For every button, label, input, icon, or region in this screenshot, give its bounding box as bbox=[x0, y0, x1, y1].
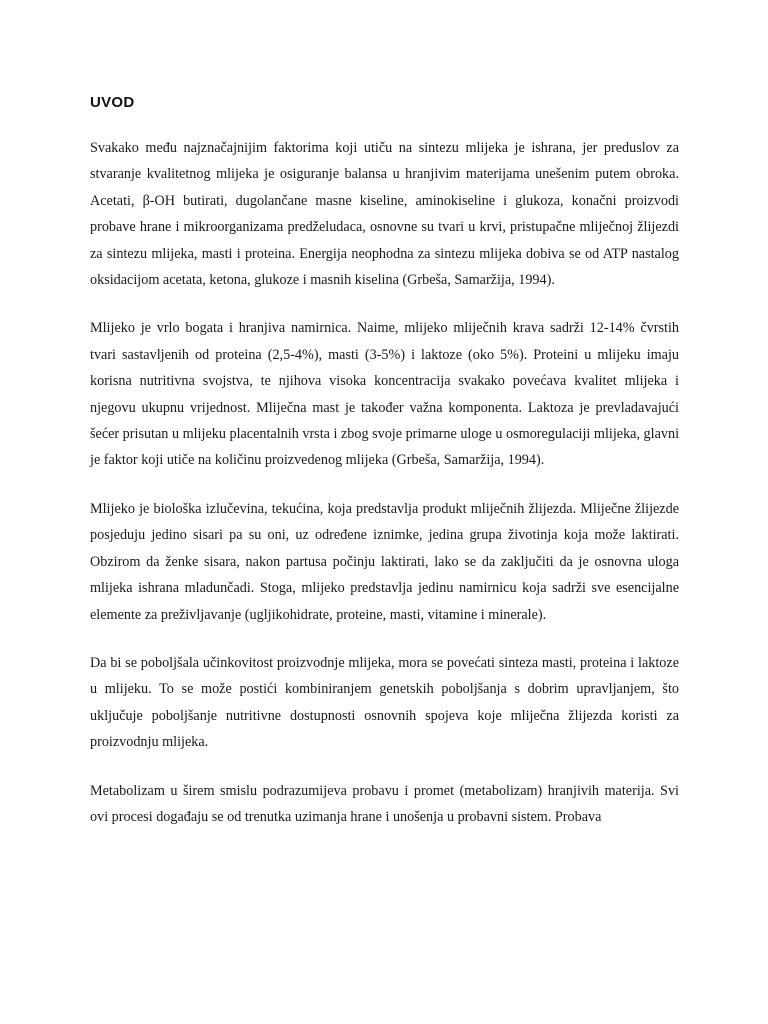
paragraph-milk-composition: Mlijeko je vrlo bogata i hranjiva namirnica. Naime, mlijeko mliječnih krava sadrži 12-14% čvrstih tvari sastavljenih od proteina (2,5-4%), masti (3-5%) i laktoze (oko 5%). Proteini u mlijeku imaju korisna nutritivna svojstva, te njihova visoka koncentracija svakako povećava kvalitet mlijeka i njegovu ukupnu vrijednost. Mliječna mast je također važna komponenta. Laktoza je prevladavajući šećer prisutan u mlijeku placentalnih vrsta i zbog svoje primarne uloge u osmoregulaciji mlijeka, glavni je faktor koji utiče na količinu proizvedenog mlijeka (Grbeša, Samaržija, 1994). bbox=[90, 320, 680, 469]
paragraph-metabolism: Metabolizam u širem smislu podrazumijeva probavu i promet (metabolizam) hranjivih materija. Svi ovi procesi događaju se od trenutka uzimanja hrane i unošenja u probavni sistem. Probava bbox=[90, 782, 679, 825]
paragraph-biological-secretion: Mlijeko je biološka izlučevina, tekućina, koja predstavlja produkt mliječnih žlijezda. Mliječne žlijezde posjeduju jedino sisari pa su oni, uz određene iznimke, jedina grupa životinja koja može laktirati. Obzirom da ženke sisara, nakon partusa počinju laktirati, lako se da zaključiti da je osnovna uloga mlijeka ishrana mladunčadi. Stoga, mlijeko predstavlja jedinu namirnicu koja sadrži sve esencijalne elemente za preživljavanje (ugljikohidrate, proteine, masti, vitamine i minerale). bbox=[90, 500, 679, 623]
paragraph-nutrition: Svakako među najznačajnijim faktorima koji utiču na sintezu mlijeka je ishrana, jer preduslov za stvaranje kvalitetnog mlijeka je osiguranje balansa u hranjivim materijama unešenim putem obroka. Acetati, β-OH butirati, dugolančane masne kiseline, aminokiseline i glukoza, konačni proizvodi probave hrane i mikroorganizama predželudaca, osnovne su tvari u krvi, pristupačne mliječnoj žlijezdi za sintezu mlijeka, masti i proteina. Energija neophodna za sintezu mlijeka dobiva se od ATP nastalog oksidacijom acetata, ketona, glukoze i masnih kiselina (Grbeša, Samaržija, 1994). bbox=[90, 140, 679, 289]
paragraph-production-efficiency: Da bi se poboljšala učinkovitost proizvodnje mlijeka, mora se povećati sinteza masti, proteina i laktoze u mlijeku. To se može postići kombiniranjem genetskih poboljšanja s dobrim upravljanjem, što uključuje poboljšanje nutritivne dostupnosti osnovnih spojeva koje mliječna žlijezda koristi za proizvodnju mlijeka. bbox=[90, 654, 679, 751]
document-body bbox=[90, 135, 679, 852]
section-heading: UVOD bbox=[90, 94, 135, 111]
